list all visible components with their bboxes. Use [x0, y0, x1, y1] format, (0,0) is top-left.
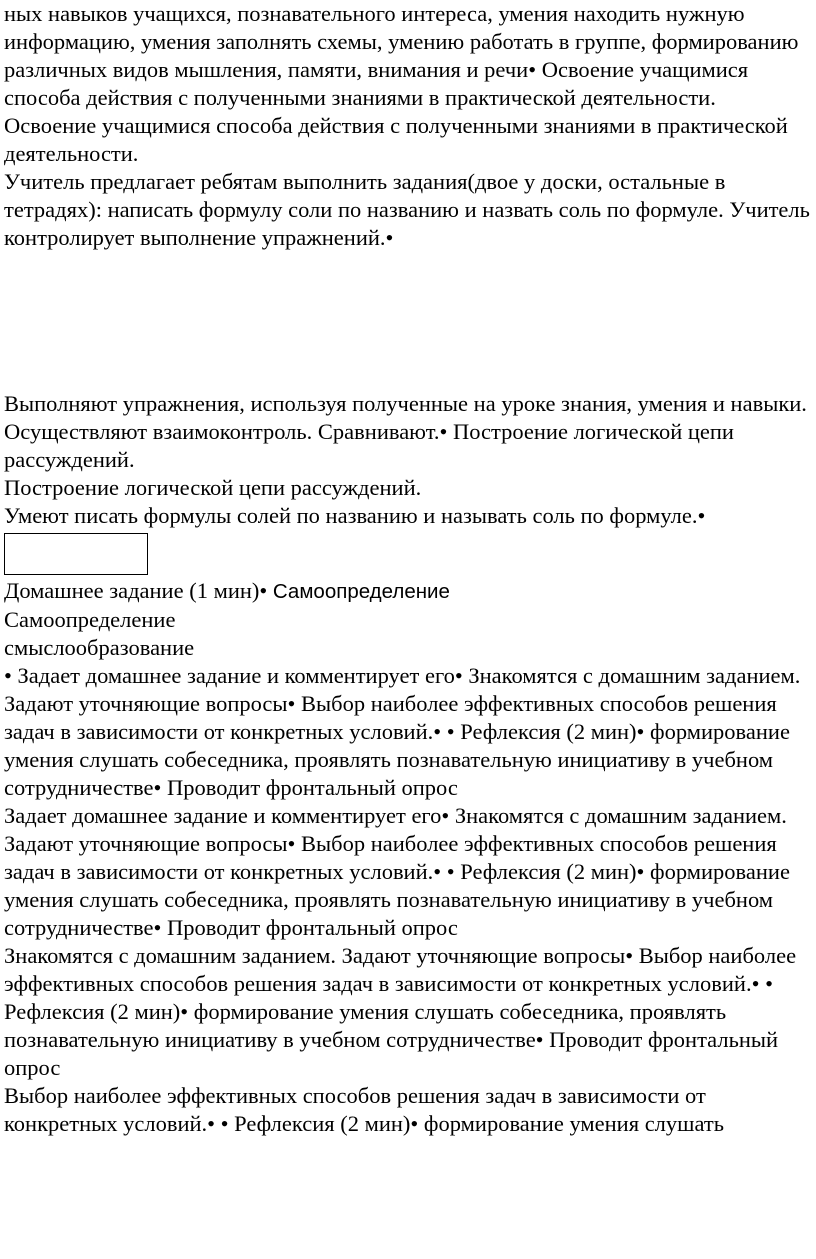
homework-label: Домашнее задание (1 мин)• — [4, 578, 273, 603]
self-determination-label: Самоопределение — [272, 580, 450, 603]
paragraph-homework-2: Задает домашнее задание и комментирует его• Знакомятся с домашним заданием. Задают уточняющие вопросы• Выбор наиболее эффективных способов решения задач в зависимости от конкретных условий.• • Рефлексия (2 мин)• формирование умения слушать собеседника, проявлять познавательную инициативу в учебном сотрудничестве• Проводит фронтальный опрос — [4, 803, 790, 940]
paragraph-homework-heading — [4, 577, 812, 606]
paragraph-teacher-task: Учитель предлагает ребятам выполнить задания(двое у доски, остальные в тетрадях): написать формулу соли по названию и назвать соль по формуле. Учитель контролирует выполнение упражнений.• — [4, 169, 810, 250]
paragraph-meaning-formation: смыслообразование — [4, 635, 195, 660]
paragraph-homework-3: Знакомятся с домашним заданием. Задают уточняющие вопросы• Выбор наиболее эффективных способов решения задач в зависимости от конкретных условий.• • Рефлексия (2 мин)• формирование умения слушать собеседника, проявлять познавательную инициативу в учебном сотрудничестве• Проводит фронтальный опрос — [4, 943, 797, 1080]
paragraph-students-exercise: Выполняют упражнения, используя полученные на уроке знания, умения и навыки. Осуществляют взаимоконтроль. Сравнивают.• Построение логической цепи рассуждений. — [4, 391, 807, 472]
paragraph-formulas: Умеют писать формулы солей по названию и называть соль по формуле.• — [4, 503, 706, 528]
paragraph-intro: ных навыков учащихся, познавательного интереса, умения находить нужную информацию, умения заполнять схемы, умению работать в группе, формированию различных видов мышления, памяти, внимания и речи• Освоение учащимися способа действия с полученными знаниями в практической деятельности. — [4, 1, 799, 110]
paragraph-logic-chain: Построение логической цепи рассуждений. — [4, 475, 422, 500]
blank-space — [4, 252, 812, 390]
paragraph-self-determination: Самоопределение — [4, 607, 176, 632]
empty-box — [4, 533, 148, 575]
paragraph-homework-1: • Задает домашнее задание и комментирует его• Знакомятся с домашним заданием. Задают уточняющие вопросы• Выбор наиболее эффективных способов решения задач в зависимости от конкретных условий.• • Рефлексия (2 мин)• формирование умения слушать собеседника, проявлять познавательную инициативу в учебном сотрудничестве• Проводит фронтальный опрос — [4, 663, 801, 800]
paragraph-mastery: Освоение учащимися способа действия с полученными знаниями в практической деятельности. — [4, 113, 788, 166]
paragraph-homework-4: Выбор наиболее эффективных способов решения задач в зависимости от конкретных условий.• • Рефлексия (2 мин)• формирование умения слушать — [4, 1083, 724, 1136]
